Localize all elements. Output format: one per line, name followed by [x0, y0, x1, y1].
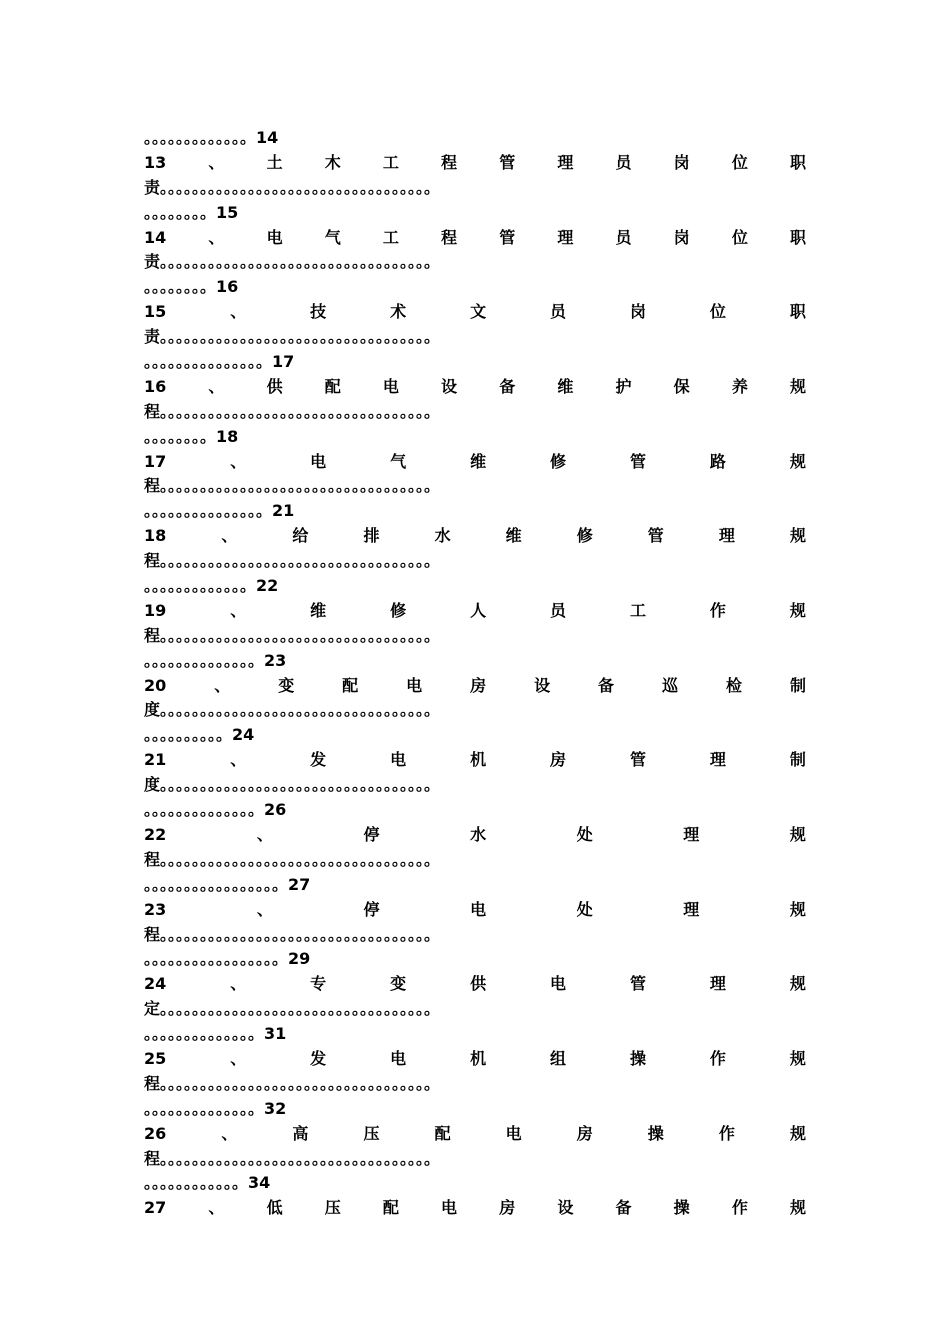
entry-char: 气 [390, 451, 407, 471]
toc-entry-title [144, 1047, 806, 1072]
toc-entry-continuation [144, 176, 806, 201]
leader-dots: 。。。。。。。。。。。。。。。 [144, 352, 273, 372]
toc-tail-line [144, 1097, 806, 1122]
entry-char: 水 [470, 824, 487, 844]
entry-char: 压 [363, 1123, 380, 1143]
toc-entry-title [144, 748, 806, 773]
entry-char: 备 [598, 675, 615, 695]
entry-char: 员 [615, 152, 632, 172]
entry-separator: 、 [256, 899, 273, 919]
entry-separator: 、 [230, 451, 247, 471]
entry-char: 术 [390, 302, 407, 322]
toc-tail-line [144, 1022, 806, 1047]
entry-number: 20 [144, 675, 167, 695]
entry-char: 员 [615, 227, 632, 247]
toc-tail-line [144, 574, 806, 599]
page-number: 17 [272, 352, 295, 372]
entry-char: 规 [789, 1198, 806, 1218]
entry-char: 变 [278, 675, 295, 695]
entry-char: 维 [470, 451, 487, 471]
leader-dots: 。。。。。。。。。。。。。。。。。。。。。。。。。。。。。。。。。。 [160, 999, 441, 1019]
entry-char: 作 [709, 600, 726, 620]
toc-tail-line [144, 1171, 806, 1196]
entry-char: 职 [789, 152, 806, 172]
toc-entry-continuation [144, 698, 806, 723]
entry-char: 位 [731, 227, 748, 247]
entry-char: 管 [647, 526, 664, 546]
toc-entry-title [144, 1196, 806, 1221]
toc-entry-continuation [144, 1072, 806, 1097]
page-number: 29 [288, 949, 311, 969]
entry-char: 位 [709, 302, 726, 322]
entry-char: 规 [789, 824, 806, 844]
entry-char: 供 [266, 376, 283, 396]
entry-char: 供 [470, 974, 487, 994]
leader-dots: 。。。。。。。。。。。。。。 [144, 650, 265, 670]
entry-char: 电 [266, 227, 283, 247]
entry-char: 配 [324, 376, 341, 396]
leader-dots: 。。。。。。。。。。。。。。。。。。。。。。。。。。。。。。。。。。 [160, 1073, 441, 1093]
entry-char: 规 [789, 451, 806, 471]
entry-char: 备 [615, 1198, 632, 1218]
entry-last-char: 程 [144, 1073, 161, 1093]
leader-dots: 。。。。。。。。。。 [144, 725, 233, 745]
entry-number: 25 [144, 1048, 167, 1068]
entry-char: 设 [557, 1198, 574, 1218]
entry-separator: 、 [208, 1198, 225, 1218]
page-number: 22 [256, 576, 279, 596]
entry-number: 19 [144, 600, 167, 620]
toc-entry-continuation [144, 923, 806, 948]
toc-tail-line [144, 798, 806, 823]
leader-dots: 。。。。。。。。。。。。。。。。。。。。。。。。。。。。。。。。。。 [160, 849, 441, 869]
entry-char: 理 [683, 899, 700, 919]
entry-separator: 、 [230, 302, 247, 322]
entry-char: 制 [789, 675, 806, 695]
entry-char: 电 [390, 750, 407, 770]
entry-char: 工 [382, 227, 399, 247]
leader-dots: 。。。。。。。。。。。。。。。。。。。。。。。。。。。。。。。。。。 [160, 625, 441, 645]
leader-dots: 。。。。。。。。 [144, 202, 217, 222]
entry-char: 给 [292, 526, 309, 546]
entry-char: 备 [499, 376, 516, 396]
page-number: 21 [272, 501, 295, 521]
page-number: 16 [216, 277, 239, 297]
entry-char: 人 [470, 600, 487, 620]
entry-char: 程 [441, 227, 458, 247]
entry-number: 16 [144, 376, 167, 396]
entry-char: 气 [324, 227, 341, 247]
entry-char: 电 [390, 1048, 407, 1068]
entry-char: 配 [342, 675, 359, 695]
entry-number: 22 [144, 824, 167, 844]
entry-char: 配 [434, 1123, 451, 1143]
entry-char: 保 [673, 376, 690, 396]
toc-entry-title [144, 450, 806, 475]
page-number: 14 [256, 128, 279, 147]
toc-entry-continuation [144, 325, 806, 350]
entry-char: 位 [731, 152, 748, 172]
toc-entry-title [144, 151, 806, 176]
entry-char: 高 [292, 1123, 309, 1143]
entry-last-char: 程 [144, 551, 161, 571]
entry-char: 技 [310, 302, 327, 322]
page-number: 26 [264, 800, 287, 820]
entry-char: 设 [441, 376, 458, 396]
entry-char: 岗 [629, 302, 646, 322]
entry-char: 水 [434, 526, 451, 546]
entry-char: 规 [789, 899, 806, 919]
leader-dots: 。。。。。。。。。。。。。 [144, 128, 257, 147]
entry-char: 理 [683, 824, 700, 844]
entry-char: 工 [382, 152, 399, 172]
entry-char: 机 [470, 750, 487, 770]
entry-number: 27 [144, 1198, 167, 1218]
toc-entry-continuation [144, 997, 806, 1022]
entry-last-char: 程 [144, 924, 161, 944]
entry-char: 排 [363, 526, 380, 546]
entry-char: 操 [629, 1048, 646, 1068]
entry-char: 电 [406, 675, 423, 695]
entry-char: 房 [550, 750, 567, 770]
entry-char: 巡 [662, 675, 679, 695]
leader-dots: 。。。。。。。。 [144, 277, 217, 297]
entry-char: 制 [789, 750, 806, 770]
entry-number: 15 [144, 302, 167, 322]
toc-tail-line [144, 649, 806, 674]
toc-entry-continuation [144, 250, 806, 275]
entry-char: 检 [725, 675, 742, 695]
toc-entry-continuation [144, 848, 806, 873]
entry-char: 停 [363, 824, 380, 844]
entry-char: 管 [629, 451, 646, 471]
toc-tail-line [144, 350, 806, 375]
entry-char: 电 [441, 1198, 458, 1218]
entry-number: 17 [144, 451, 167, 471]
entry-char: 路 [709, 451, 726, 471]
entry-separator: 、 [221, 1123, 238, 1143]
page-number: 23 [264, 650, 287, 670]
entry-last-char: 责 [144, 177, 161, 197]
entry-char: 管 [499, 227, 516, 247]
entry-char: 理 [557, 152, 574, 172]
entry-char: 电 [310, 451, 327, 471]
entry-char: 程 [441, 152, 458, 172]
entry-char: 发 [310, 750, 327, 770]
entry-number: 21 [144, 750, 167, 770]
leader-dots: 。。。。。。。。。。。。。 [144, 576, 257, 596]
toc-entry-title [144, 898, 806, 923]
entry-separator: 、 [230, 974, 247, 994]
entry-char: 规 [789, 600, 806, 620]
leader-dots: 。。。。。。。。。。。。。。。。。。。。。。。。。。。。。。。。。。 [160, 401, 441, 421]
leader-dots: 。。。。。。。。。。。。。。 [144, 800, 265, 820]
entry-char: 员 [550, 600, 567, 620]
entry-char: 低 [266, 1198, 283, 1218]
toc-tail-line [144, 723, 806, 748]
entry-char: 职 [789, 302, 806, 322]
entry-char: 理 [718, 526, 735, 546]
leader-dots: 。。。。。。。。 [144, 426, 217, 446]
page-number: 32 [264, 1098, 287, 1118]
toc-entry-title [144, 823, 806, 848]
entry-char: 专 [310, 974, 327, 994]
entry-last-char: 责 [144, 252, 161, 272]
leader-dots: 。。。。。。。。。。。。。。。。。。。。。。。。。。。。。。。。。。 [160, 551, 441, 571]
toc-tail-line [144, 126, 806, 151]
entry-char: 电 [505, 1123, 522, 1143]
entry-char: 压 [324, 1198, 341, 1218]
leader-dots: 。。。。。。。。。。。。。。。。。。。。。。。。。。。。。。。。。。 [160, 700, 441, 720]
toc-tail-line [144, 275, 806, 300]
toc-tail-line [144, 499, 806, 524]
leader-dots: 。。。。。。。。。。。。 [144, 1173, 249, 1193]
page-number: 27 [288, 874, 311, 894]
entry-number: 18 [144, 526, 167, 546]
entry-char: 作 [709, 1048, 726, 1068]
toc-entry-title [144, 1122, 806, 1147]
entry-number: 13 [144, 152, 167, 172]
entry-char: 处 [576, 899, 593, 919]
entry-last-char: 度 [144, 700, 161, 720]
entry-separator: 、 [208, 227, 225, 247]
entry-char: 规 [789, 376, 806, 396]
entry-char: 文 [470, 302, 487, 322]
entry-separator: 、 [208, 376, 225, 396]
toc-tail-line [144, 947, 806, 972]
entry-char: 电 [470, 899, 487, 919]
entry-char: 养 [731, 376, 748, 396]
toc-entry-title [144, 599, 806, 624]
entry-last-char: 程 [144, 625, 161, 645]
toc-entry-continuation [144, 474, 806, 499]
leader-dots: 。。。。。。。。。。。。。。。。。。。。。。。。。。。。。。。。。。 [160, 1148, 441, 1168]
entry-last-char: 程 [144, 476, 161, 496]
leader-dots: 。。。。。。。。。。。。。。。。。 [144, 874, 289, 894]
entry-char: 设 [534, 675, 551, 695]
entry-char: 修 [550, 451, 567, 471]
table-of-contents [144, 126, 806, 1221]
entry-char: 管 [629, 750, 646, 770]
leader-dots: 。。。。。。。。。。。。。。。。。。。。。。。。。。。。。。。。。。 [160, 924, 441, 944]
entry-last-char: 度 [144, 775, 161, 795]
toc-entry-title [144, 524, 806, 549]
entry-char: 规 [789, 1048, 806, 1068]
entry-char: 维 [505, 526, 522, 546]
entry-char: 管 [499, 152, 516, 172]
entry-char: 维 [310, 600, 327, 620]
entry-char: 处 [576, 824, 593, 844]
entry-last-char: 程 [144, 1148, 161, 1168]
leader-dots: 。。。。。。。。。。。。。。。。。。。。。。。。。。。。。。。。。。 [160, 327, 441, 347]
entry-char: 维 [557, 376, 574, 396]
toc-tail-line [144, 425, 806, 450]
entry-char: 停 [363, 899, 380, 919]
entry-char: 规 [789, 1123, 806, 1143]
toc-entry-continuation [144, 1147, 806, 1172]
entry-separator: 、 [214, 675, 231, 695]
toc-tail-line [144, 873, 806, 898]
entry-char: 理 [557, 227, 574, 247]
leader-dots: 。。。。。。。。。。。。。。。。。。。。。。。。。。。。。。。。。。 [160, 775, 441, 795]
entry-char: 房 [576, 1123, 593, 1143]
entry-separator: 、 [230, 600, 247, 620]
entry-char: 土 [266, 152, 283, 172]
toc-entry-title [144, 674, 806, 699]
entry-separator: 、 [230, 750, 247, 770]
entry-separator: 、 [221, 526, 238, 546]
entry-number: 26 [144, 1123, 167, 1143]
entry-char: 工 [629, 600, 646, 620]
toc-entry-continuation [144, 549, 806, 574]
entry-char: 组 [550, 1048, 567, 1068]
entry-last-char: 责 [144, 327, 161, 347]
entry-char: 电 [550, 974, 567, 994]
page-number: 18 [216, 426, 239, 446]
page-number: 31 [264, 1024, 287, 1044]
entry-number: 23 [144, 899, 167, 919]
entry-char: 房 [499, 1198, 516, 1218]
page-number: 24 [232, 725, 255, 745]
leader-dots: 。。。。。。。。。。。。。。。。。。。。。。。。。。。。。。。。。。 [160, 476, 441, 496]
toc-entry-title [144, 300, 806, 325]
toc-entry-title [144, 375, 806, 400]
entry-char: 作 [718, 1123, 735, 1143]
entry-char: 电 [382, 376, 399, 396]
entry-char: 规 [789, 974, 806, 994]
entry-separator: 、 [230, 1048, 247, 1068]
entry-char: 机 [470, 1048, 487, 1068]
entry-char: 岗 [673, 152, 690, 172]
leader-dots: 。。。。。。。。。。。。。。。。。。。。。。。。。。。。。。。。。。 [160, 252, 441, 272]
toc-tail-line [144, 201, 806, 226]
toc-entry-continuation [144, 400, 806, 425]
toc-entry-continuation [144, 773, 806, 798]
entry-char: 配 [382, 1198, 399, 1218]
entry-char: 规 [789, 526, 806, 546]
entry-separator: 、 [208, 152, 225, 172]
toc-entry-title [144, 972, 806, 997]
entry-char: 变 [390, 974, 407, 994]
entry-char: 修 [390, 600, 407, 620]
entry-char: 操 [647, 1123, 664, 1143]
entry-last-char: 定 [144, 999, 161, 1019]
toc-entry-continuation [144, 624, 806, 649]
leader-dots: 。。。。。。。。。。。。。。。。。。。。。。。。。。。。。。。。。。 [160, 177, 441, 197]
page-number: 15 [216, 202, 239, 222]
entry-char: 作 [731, 1198, 748, 1218]
leader-dots: 。。。。。。。。。。。。。。 [144, 1098, 265, 1118]
entry-char: 职 [789, 227, 806, 247]
leader-dots: 。。。。。。。。。。。。。。。。。 [144, 949, 289, 969]
entry-number: 24 [144, 974, 167, 994]
entry-char: 木 [324, 152, 341, 172]
entry-char: 修 [576, 526, 593, 546]
leader-dots: 。。。。。。。。。。。。。。 [144, 1024, 265, 1044]
entry-char: 理 [709, 750, 726, 770]
entry-char: 员 [550, 302, 567, 322]
entry-last-char: 程 [144, 401, 161, 421]
entry-char: 理 [709, 974, 726, 994]
entry-number: 14 [144, 227, 167, 247]
entry-separator: 、 [256, 824, 273, 844]
entry-char: 操 [673, 1198, 690, 1218]
toc-entry-title [144, 226, 806, 251]
page-number: 34 [248, 1173, 271, 1193]
leader-dots: 。。。。。。。。。。。。。。。 [144, 501, 273, 521]
entry-char: 管 [629, 974, 646, 994]
entry-char: 房 [470, 675, 487, 695]
entry-last-char: 程 [144, 849, 161, 869]
entry-char: 岗 [673, 227, 690, 247]
entry-char: 发 [310, 1048, 327, 1068]
entry-char: 护 [615, 376, 632, 396]
